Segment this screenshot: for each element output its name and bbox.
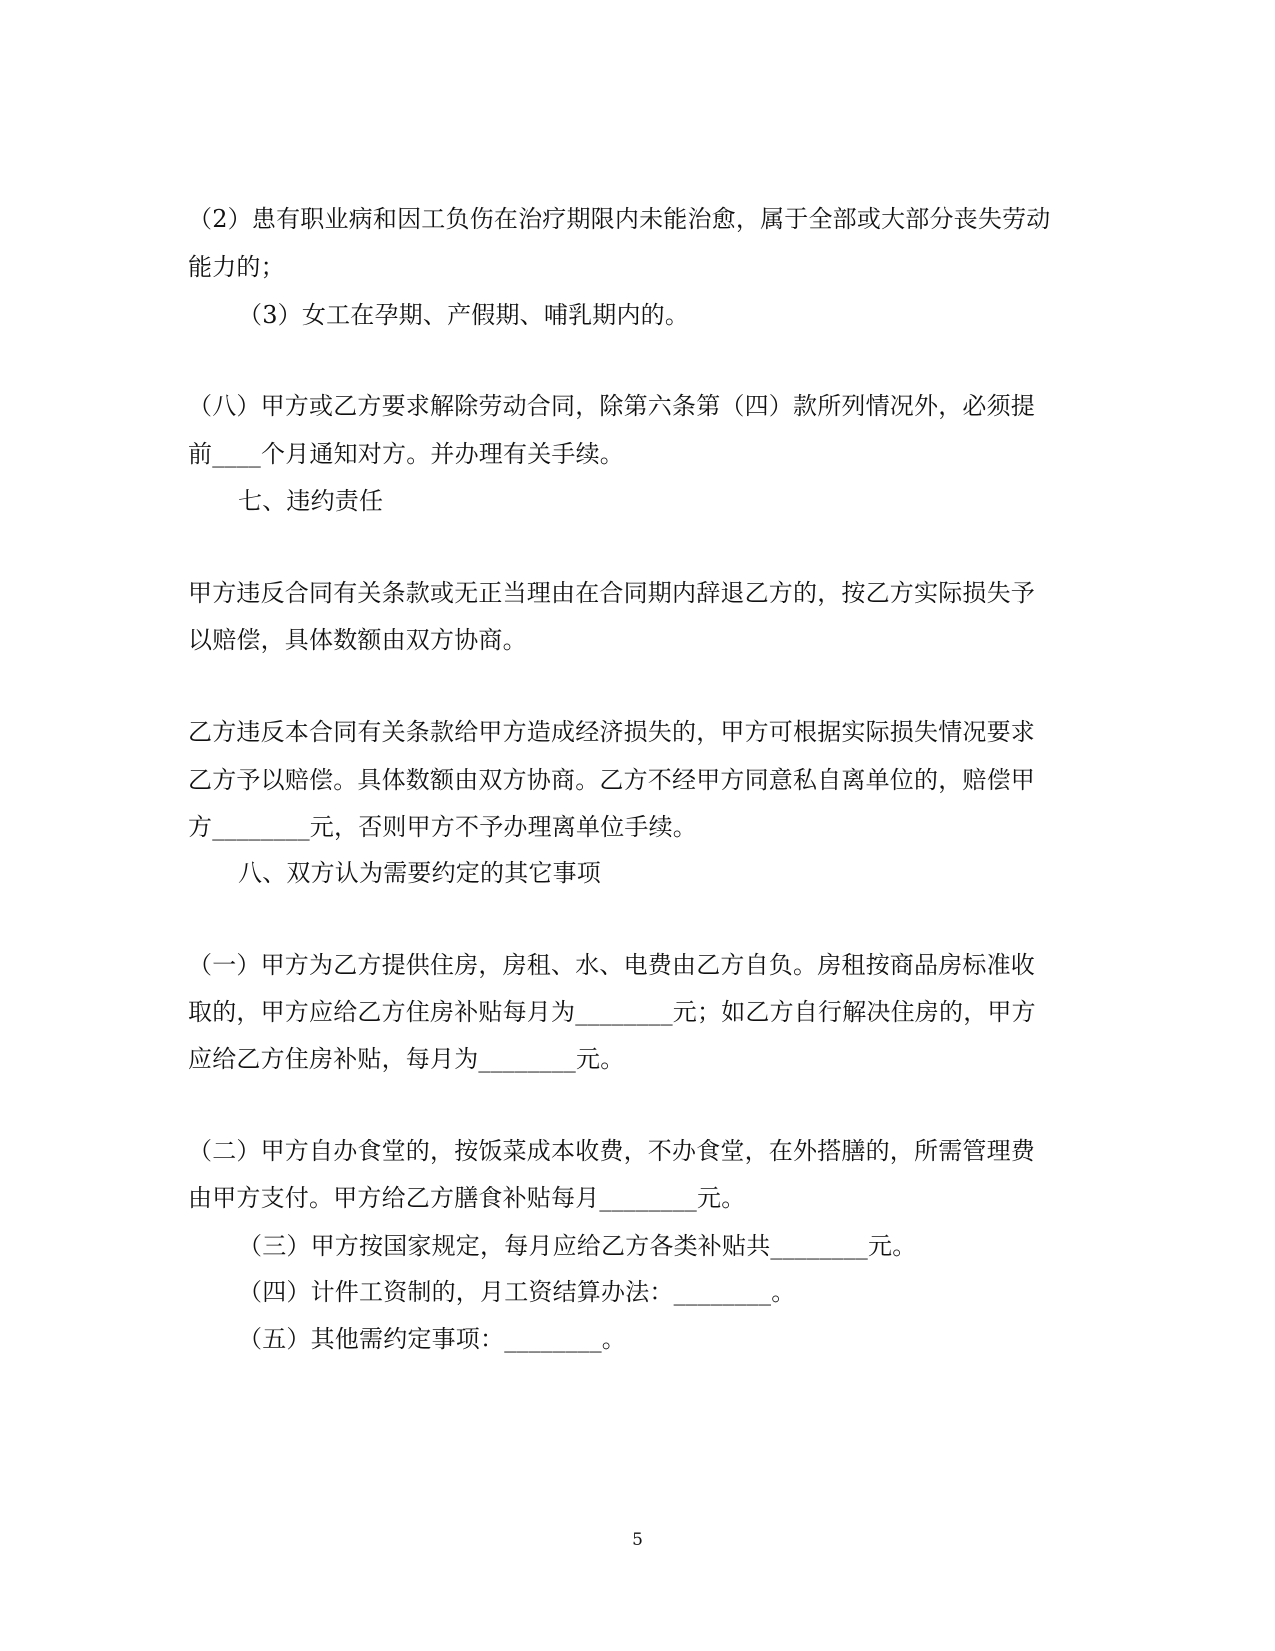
text-line: 甲方违反合同有关条款或无正当理由在合同期内辞退乙方的，按乙方实际损失予 (188, 579, 1035, 607)
text-line: （一）甲方为乙方提供住房，房租、水、电费由乙方自负。房租按商品房标准收 (188, 951, 1035, 979)
section-heading: 七、违约责任 (238, 487, 384, 515)
text-line: （3）女工在孕期、产假期、哺乳期内的。 (238, 301, 690, 329)
text-line: （2）患有职业病和因工负伤在治疗期限内未能治愈，属于全部或大部分丧失劳动 (188, 205, 1051, 233)
text-line: 乙方违反本合同有关条款给甲方造成经济损失的，甲方可根据实际损失情况要求 (188, 718, 1035, 746)
text-line: 乙方予以赔偿。具体数额由双方协商。乙方不经甲方同意私自离单位的，赔偿甲 (188, 766, 1035, 794)
section-heading: 八、双方认为需要约定的其它事项 (238, 859, 601, 887)
text-line: 方________元，否则甲方不予办理离单位手续。 (188, 813, 697, 841)
text-line: （三）甲方按国家规定，每月应给乙方各类补贴共________元。 (238, 1232, 917, 1260)
text-line: 由甲方支付。甲方给乙方膳食补贴每月________元。 (188, 1184, 746, 1212)
text-line: （二）甲方自办食堂的，按饭菜成本收费，不办食堂，在外搭膳的，所需管理费 (188, 1137, 1035, 1165)
text-line: 取的，甲方应给乙方住房补贴每月为________元；如乙方自行解决住房的，甲方 (188, 998, 1036, 1026)
page-number: 5 (632, 1530, 643, 1550)
text-line: （八）甲方或乙方要求解除劳动合同，除第六条第（四）款所列情况外，必须提 (188, 392, 1035, 420)
text-line: 能力的； (188, 253, 285, 281)
text-line: （四）计件工资制的，月工资结算办法：________。 (238, 1278, 796, 1306)
text-line: （五）其他需约定事项：________。 (238, 1325, 626, 1353)
text-line: 以赔偿，具体数额由双方协商。 (188, 626, 527, 654)
text-line: 前____个月通知对方。并办理有关手续。 (188, 440, 624, 468)
text-line: 应给乙方住房补贴，每月为________元。 (188, 1045, 625, 1073)
